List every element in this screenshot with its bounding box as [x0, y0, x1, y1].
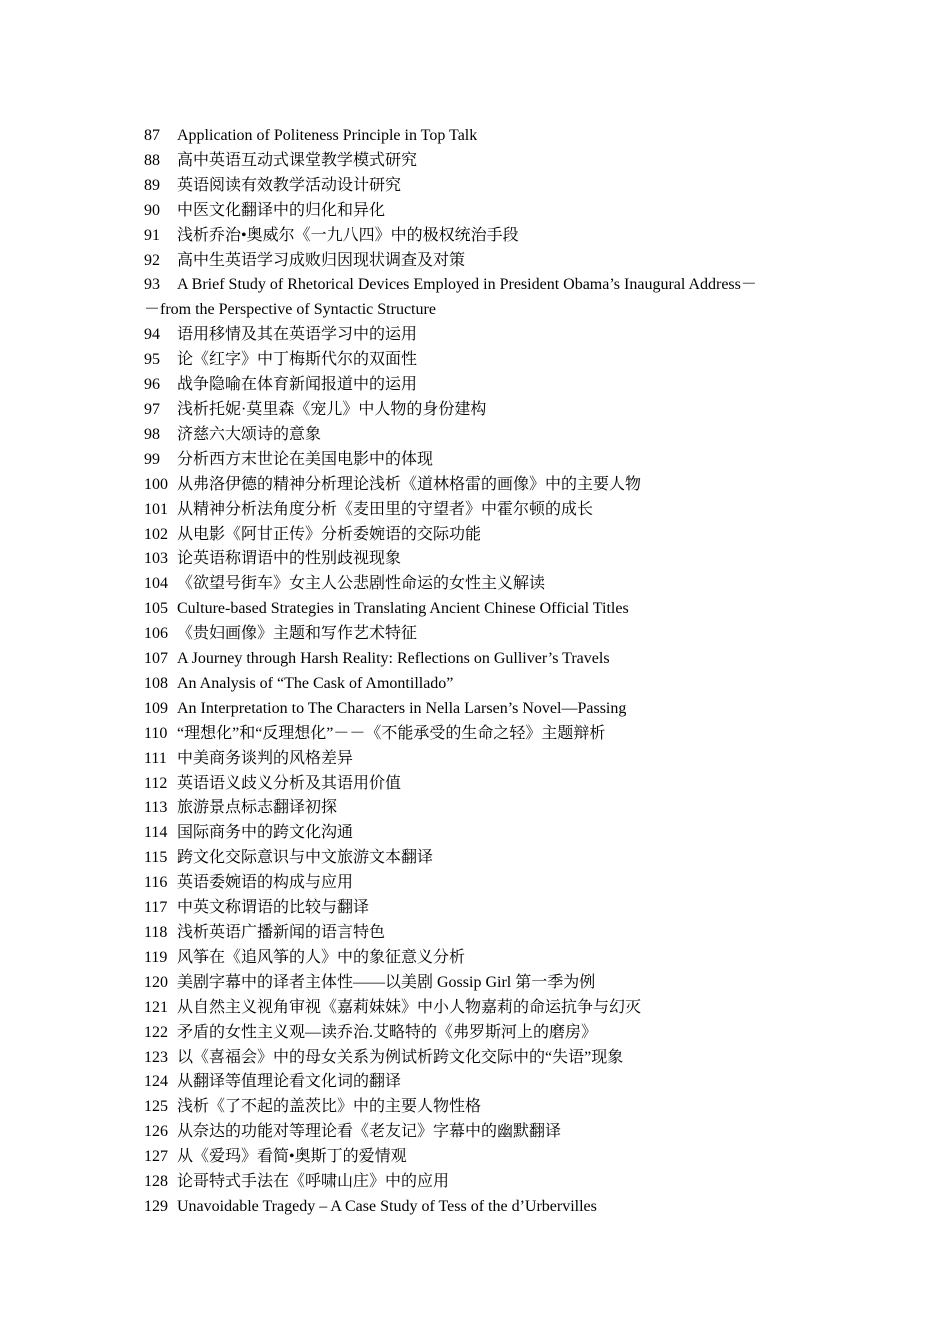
- item-title-text: A Journey through Harsh Reality: Reflections on Gulliver’s Travels: [177, 650, 610, 668]
- item-title: [177, 174, 824, 199]
- item-title: [177, 473, 824, 498]
- list-item: [144, 796, 824, 821]
- item-title-text: 语用移情及其在英语学习中的运用: [177, 326, 418, 344]
- item-number: 90: [144, 201, 160, 219]
- item-title-text: Culture-based Strategies in Translating Ancient Chinese Official Titles: [177, 600, 629, 618]
- list-item: [144, 996, 824, 1021]
- item-number: 89: [144, 176, 160, 194]
- list-item: [144, 448, 824, 473]
- item-title-text: 国际商务中的跨文化沟通: [177, 824, 354, 842]
- list-item: [144, 348, 824, 373]
- item-title-text: 风筝在《追风筝的人》中的象征意义分析: [177, 948, 466, 966]
- list-item: [144, 523, 824, 548]
- item-title: [177, 224, 824, 249]
- thesis-title-list: [144, 124, 824, 1220]
- item-title-text: 英语委婉语的构成与应用: [177, 874, 354, 892]
- item-number: 103: [144, 550, 168, 568]
- item-number: 99: [144, 450, 160, 468]
- item-title: [177, 1145, 824, 1170]
- item-number: 121: [144, 998, 168, 1016]
- item-number: 127: [144, 1148, 168, 1166]
- item-title-text: 矛盾的女性主义观—读乔治.艾略特的《弗罗斯河上的磨房》: [177, 1023, 598, 1041]
- item-number: 100: [144, 475, 168, 493]
- item-number: 107: [144, 650, 168, 668]
- item-title-text: 《贵妇画像》主题和写作艺术特征: [177, 625, 418, 643]
- list-item: [144, 622, 824, 647]
- item-title: [177, 124, 824, 149]
- list-item: [144, 373, 824, 398]
- item-number: 126: [144, 1123, 168, 1141]
- item-number: 106: [144, 625, 168, 643]
- item-title: [177, 622, 824, 647]
- list-item: [144, 1070, 824, 1095]
- list-item: [144, 597, 824, 622]
- list-item: [144, 473, 824, 498]
- list-item: [144, 697, 824, 722]
- item-title-text: 论英语称谓语中的性别歧视现象: [177, 550, 402, 568]
- item-number: 102: [144, 525, 168, 543]
- list-item: [144, 323, 824, 348]
- item-title: [177, 921, 824, 946]
- item-number: 111: [144, 749, 167, 767]
- item-number: 112: [144, 774, 168, 792]
- item-title: [177, 448, 824, 473]
- item-number: 113: [144, 799, 168, 817]
- item-title: [177, 672, 824, 697]
- item-title-text: 从翻译等值理论看文化词的翻译: [177, 1073, 402, 1091]
- item-title: [177, 323, 824, 348]
- item-title-text: 以《喜福会》中的母女关系为例试析跨文化交际中的“失语”现象: [177, 1048, 624, 1066]
- list-item: [144, 224, 824, 249]
- item-title-text: 浅析《了不起的盖茨比》中的主要人物性格: [177, 1098, 482, 1116]
- list-item: [144, 647, 824, 672]
- list-item: [144, 1095, 824, 1120]
- item-title: [177, 772, 824, 797]
- item-title-text: Application of Politeness Principle in Top Talk: [177, 127, 478, 144]
- item-number: 110: [144, 724, 168, 742]
- item-title-text: 济慈六大颂诗的意象: [177, 425, 322, 443]
- item-number: 94: [144, 326, 160, 344]
- item-title: [177, 1170, 824, 1195]
- item-title: [177, 149, 824, 174]
- item-title: [177, 1120, 824, 1145]
- item-title-text: 《欲望号街车》女主人公悲剧性命运的女性主义解读: [177, 575, 546, 593]
- item-title-text: An Interpretation to The Characters in Nella Larsen’s Novel—Passing: [177, 699, 627, 717]
- item-title: [177, 722, 824, 747]
- item-number: 97: [144, 400, 160, 418]
- item-title-text: 从奈达的功能对等理论看《老友记》字幕中的幽默翻译: [177, 1123, 562, 1141]
- item-title: [177, 547, 824, 572]
- item-title: [177, 423, 824, 448]
- item-title: [177, 846, 824, 871]
- item-title-text: 分析西方末世论在美国电影中的体现: [177, 450, 434, 468]
- list-item: [144, 971, 824, 996]
- item-number: 96: [144, 376, 160, 394]
- list-item: [144, 896, 824, 921]
- list-item: [144, 174, 824, 199]
- item-title-text: 英语阅读有效教学活动设计研究: [177, 176, 402, 194]
- item-number: 123: [144, 1048, 168, 1066]
- item-title-text: “理想化”和“反理想化”－－《不能承受的生命之轻》主题辩析: [177, 724, 606, 742]
- item-title-text: 从弗洛伊德的精神分析理论浅析《道林格雷的画像》中的主要人物: [177, 475, 642, 493]
- item-title-text: 论哥特式手法在《呼啸山庄》中的应用: [177, 1173, 450, 1191]
- item-title: [177, 1046, 824, 1071]
- list-item: [144, 1120, 824, 1145]
- item-title-text: 浅析英语广播新闻的语言特色: [177, 924, 386, 941]
- item-number: 120: [144, 973, 168, 991]
- item-title-text: 中英文称谓语的比较与翻译: [177, 899, 370, 917]
- item-title-text: 英语语义歧义分析及其语用价值: [177, 774, 402, 792]
- item-number: 118: [144, 924, 168, 941]
- list-item: [144, 249, 824, 274]
- item-title-text: 旅游景点标志翻译初探: [177, 799, 338, 817]
- item-number: 104: [144, 575, 168, 593]
- item-title-text: An Analysis of “The Cask of Amontillado”: [177, 674, 454, 692]
- item-title: [177, 896, 824, 921]
- item-title-text: 高中英语互动式课堂教学模式研究: [177, 151, 418, 169]
- item-number: 119: [144, 948, 168, 966]
- item-number: 124: [144, 1073, 168, 1091]
- item-title: [177, 821, 824, 846]
- item-title-text: 中美商务谈判的风格差异: [177, 749, 354, 767]
- item-title: [177, 1070, 824, 1095]
- item-title: [177, 572, 824, 597]
- item-title-text: 战争隐喻在体育新闻报道中的运用: [177, 376, 418, 394]
- list-item: [144, 821, 824, 846]
- list-item: [144, 772, 824, 797]
- item-title-text: 从《爱玛》看简•奥斯丁的爱情观: [177, 1148, 407, 1166]
- item-number: 87: [144, 127, 160, 144]
- item-number: 91: [144, 226, 160, 244]
- list-item: [144, 747, 824, 772]
- list-item: [144, 1170, 824, 1195]
- item-title-text: 中医文化翻译中的归化和异化: [177, 201, 386, 219]
- item-title-text: 从自然主义视角审视《嘉莉妹妹》中小人物嘉莉的命运抗争与幻灭: [177, 998, 642, 1016]
- item-number: 92: [144, 251, 160, 269]
- item-title: [177, 398, 824, 423]
- item-title: [177, 523, 824, 548]
- list-item: [144, 423, 824, 448]
- list-item: [144, 946, 824, 971]
- item-title-text: 论《红字》中丁梅斯代尔的双面性: [177, 351, 418, 369]
- item-title: [177, 871, 824, 896]
- item-title: [177, 697, 824, 722]
- item-title-text: 浅析乔治•奥威尔《一九八四》中的极权统治手段: [177, 226, 519, 244]
- item-title-text: A Brief Study of Rhetorical Devices Employed in President Obama’s Inaugural Address－: [177, 276, 757, 294]
- list-item: [144, 672, 824, 697]
- list-item: [144, 871, 824, 896]
- item-title: [177, 597, 824, 622]
- item-number: 117: [144, 899, 168, 917]
- item-number: 101: [144, 500, 168, 518]
- item-title: [177, 249, 824, 274]
- item-title: [177, 373, 824, 398]
- list-item: [144, 1195, 824, 1220]
- list-item: [144, 273, 824, 323]
- item-title: [177, 996, 824, 1021]
- item-title: [177, 796, 824, 821]
- item-title-text: 美剧字幕中的译者主体性——以美剧 Gossip Girl 第一季为例: [177, 973, 596, 991]
- list-item: [144, 498, 824, 523]
- item-title: [177, 946, 824, 971]
- list-item: [144, 199, 824, 224]
- item-number: 109: [144, 699, 168, 717]
- item-number: 88: [144, 151, 160, 169]
- list-item: [144, 149, 824, 174]
- list-item: [144, 124, 824, 149]
- item-title: [177, 971, 824, 996]
- item-title-text: 浅析托妮·莫里森《宠儿》中人物的身份建构: [177, 400, 487, 418]
- list-item: [144, 398, 824, 423]
- item-number: 98: [144, 425, 160, 443]
- list-item: [144, 572, 824, 597]
- item-title: [177, 199, 824, 224]
- item-number: 93: [144, 276, 160, 294]
- item-number: 115: [144, 849, 168, 867]
- item-number: 108: [144, 674, 168, 692]
- list-item: [144, 921, 824, 946]
- list-item: [144, 1046, 824, 1071]
- list-item: [144, 1021, 824, 1046]
- item-number: 125: [144, 1098, 168, 1116]
- item-title: [177, 647, 824, 672]
- item-title-continuation: －from the Perspective of Syntactic Structure: [144, 301, 436, 319]
- item-title: [177, 498, 824, 523]
- list-item: [144, 1145, 824, 1170]
- item-number: 129: [144, 1197, 168, 1215]
- list-item: [144, 846, 824, 871]
- item-title: [177, 747, 824, 772]
- item-number: 105: [144, 600, 168, 618]
- list-item: [144, 722, 824, 747]
- item-number: 116: [144, 874, 168, 892]
- item-title: [177, 1021, 824, 1046]
- item-title-text: 高中生英语学习成败归因现状调查及对策: [177, 251, 466, 269]
- item-title: [177, 1095, 824, 1120]
- item-number: 114: [144, 824, 168, 842]
- item-title: [177, 1195, 824, 1220]
- list-item: [144, 547, 824, 572]
- item-number: 122: [144, 1023, 168, 1041]
- item-number: 95: [144, 351, 160, 369]
- item-title-text: 从精神分析法角度分析《麦田里的守望者》中霍尔顿的成长: [177, 500, 594, 518]
- item-title: [177, 348, 824, 373]
- item-title-text: 跨文化交际意识与中文旅游文本翻译: [177, 849, 434, 867]
- item-number: 128: [144, 1173, 168, 1191]
- item-title-text: 从电影《阿甘正传》分析委婉语的交际功能: [177, 525, 482, 543]
- item-title-text: Unavoidable Tragedy – A Case Study of Tess of the d’Urbervilles: [177, 1197, 597, 1215]
